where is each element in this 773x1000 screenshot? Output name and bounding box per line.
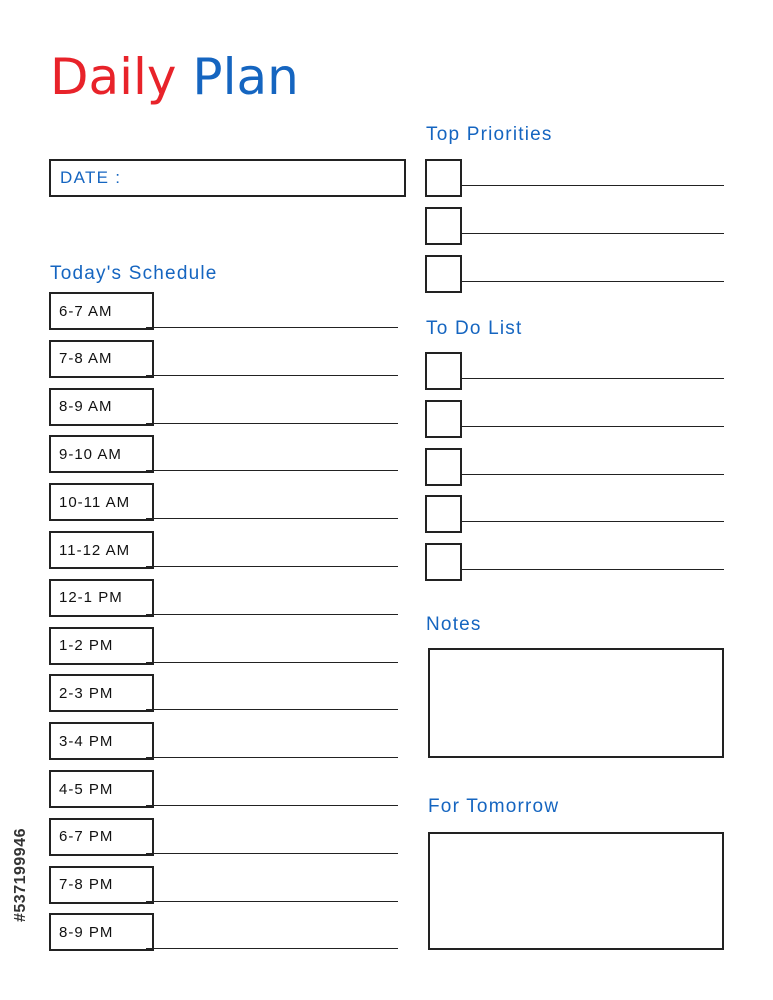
priority-checkbox[interactable] [425, 255, 462, 293]
todo-checkbox[interactable] [425, 448, 462, 486]
priority-write-line[interactable] [462, 281, 724, 282]
schedule-write-line[interactable] [146, 375, 398, 376]
priorities-heading: Top Priorities [426, 124, 553, 145]
time-slot-label: 4-5 PM [49, 770, 154, 808]
todo-write-line[interactable] [462, 569, 724, 570]
todo-write-line[interactable] [462, 378, 724, 379]
todo-checkbox[interactable] [425, 495, 462, 533]
todo-write-line[interactable] [462, 521, 724, 522]
title-plan: Plan [192, 48, 299, 106]
schedule-row[interactable] [49, 531, 398, 569]
priority-item[interactable] [425, 255, 724, 293]
page-title [50, 42, 299, 112]
todo-item[interactable] [425, 352, 724, 390]
todo-item[interactable] [425, 448, 724, 486]
notes-box[interactable] [428, 648, 724, 758]
schedule-write-line[interactable] [146, 423, 398, 424]
schedule-write-line[interactable] [146, 948, 398, 949]
time-slot-label: 12-1 PM [49, 579, 154, 617]
time-slot-label: 11-12 AM [49, 531, 154, 569]
schedule-row[interactable] [49, 579, 398, 617]
schedule-row[interactable] [49, 483, 398, 521]
schedule-row[interactable] [49, 674, 398, 712]
schedule-write-line[interactable] [146, 518, 398, 519]
schedule-write-line[interactable] [146, 757, 398, 758]
time-slot-label: 3-4 PM [49, 722, 154, 760]
todo-item[interactable] [425, 543, 724, 581]
todo-heading: To Do List [426, 318, 523, 339]
priority-write-line[interactable] [462, 233, 724, 234]
watermark-text: #537199946 [12, 828, 30, 922]
schedule-row[interactable] [49, 388, 398, 426]
todo-write-line[interactable] [462, 426, 724, 427]
priority-checkbox[interactable] [425, 207, 462, 245]
time-slot-label: 7-8 PM [49, 866, 154, 904]
schedule-write-line[interactable] [146, 805, 398, 806]
todo-checkbox[interactable] [425, 543, 462, 581]
priority-checkbox[interactable] [425, 159, 462, 197]
schedule-row[interactable] [49, 818, 398, 856]
tomorrow-box[interactable] [428, 832, 724, 950]
time-slot-label: 6-7 PM [49, 818, 154, 856]
schedule-write-line[interactable] [146, 327, 398, 328]
time-slot-label: 7-8 AM [49, 340, 154, 378]
time-slot-label: 8-9 PM [49, 913, 154, 951]
todo-item[interactable] [425, 400, 724, 438]
schedule-row[interactable] [49, 770, 398, 808]
schedule-row[interactable] [49, 292, 398, 330]
priority-write-line[interactable] [462, 185, 724, 186]
time-slot-label: 8-9 AM [49, 388, 154, 426]
title-daily: Daily [50, 48, 177, 106]
time-slot-label: 6-7 AM [49, 292, 154, 330]
schedule-write-line[interactable] [146, 901, 398, 902]
date-label: DATE : [60, 168, 122, 187]
schedule-row[interactable] [49, 913, 398, 951]
schedule-row[interactable] [49, 340, 398, 378]
tomorrow-heading: For Tomorrow [428, 796, 560, 817]
watermark-id [6, 760, 36, 990]
time-slot-label: 9-10 AM [49, 435, 154, 473]
todo-checkbox[interactable] [425, 400, 462, 438]
schedule-write-line[interactable] [146, 470, 398, 471]
schedule-write-line[interactable] [146, 662, 398, 663]
priority-item[interactable] [425, 207, 724, 245]
todo-write-line[interactable] [462, 474, 724, 475]
schedule-write-line[interactable] [146, 709, 398, 710]
priority-item[interactable] [425, 159, 724, 197]
schedule-row[interactable] [49, 722, 398, 760]
schedule-heading: Today's Schedule [50, 263, 218, 284]
notes-heading: Notes [426, 614, 482, 635]
schedule-row[interactable] [49, 627, 398, 665]
time-slot-label: 10-11 AM [49, 483, 154, 521]
schedule-row[interactable] [49, 435, 398, 473]
date-field[interactable] [49, 159, 406, 197]
schedule-write-line[interactable] [146, 566, 398, 567]
todo-checkbox[interactable] [425, 352, 462, 390]
schedule-write-line[interactable] [146, 853, 398, 854]
schedule-row[interactable] [49, 866, 398, 904]
time-slot-label: 1-2 PM [49, 627, 154, 665]
todo-item[interactable] [425, 495, 724, 533]
time-slot-label: 2-3 PM [49, 674, 154, 712]
schedule-write-line[interactable] [146, 614, 398, 615]
